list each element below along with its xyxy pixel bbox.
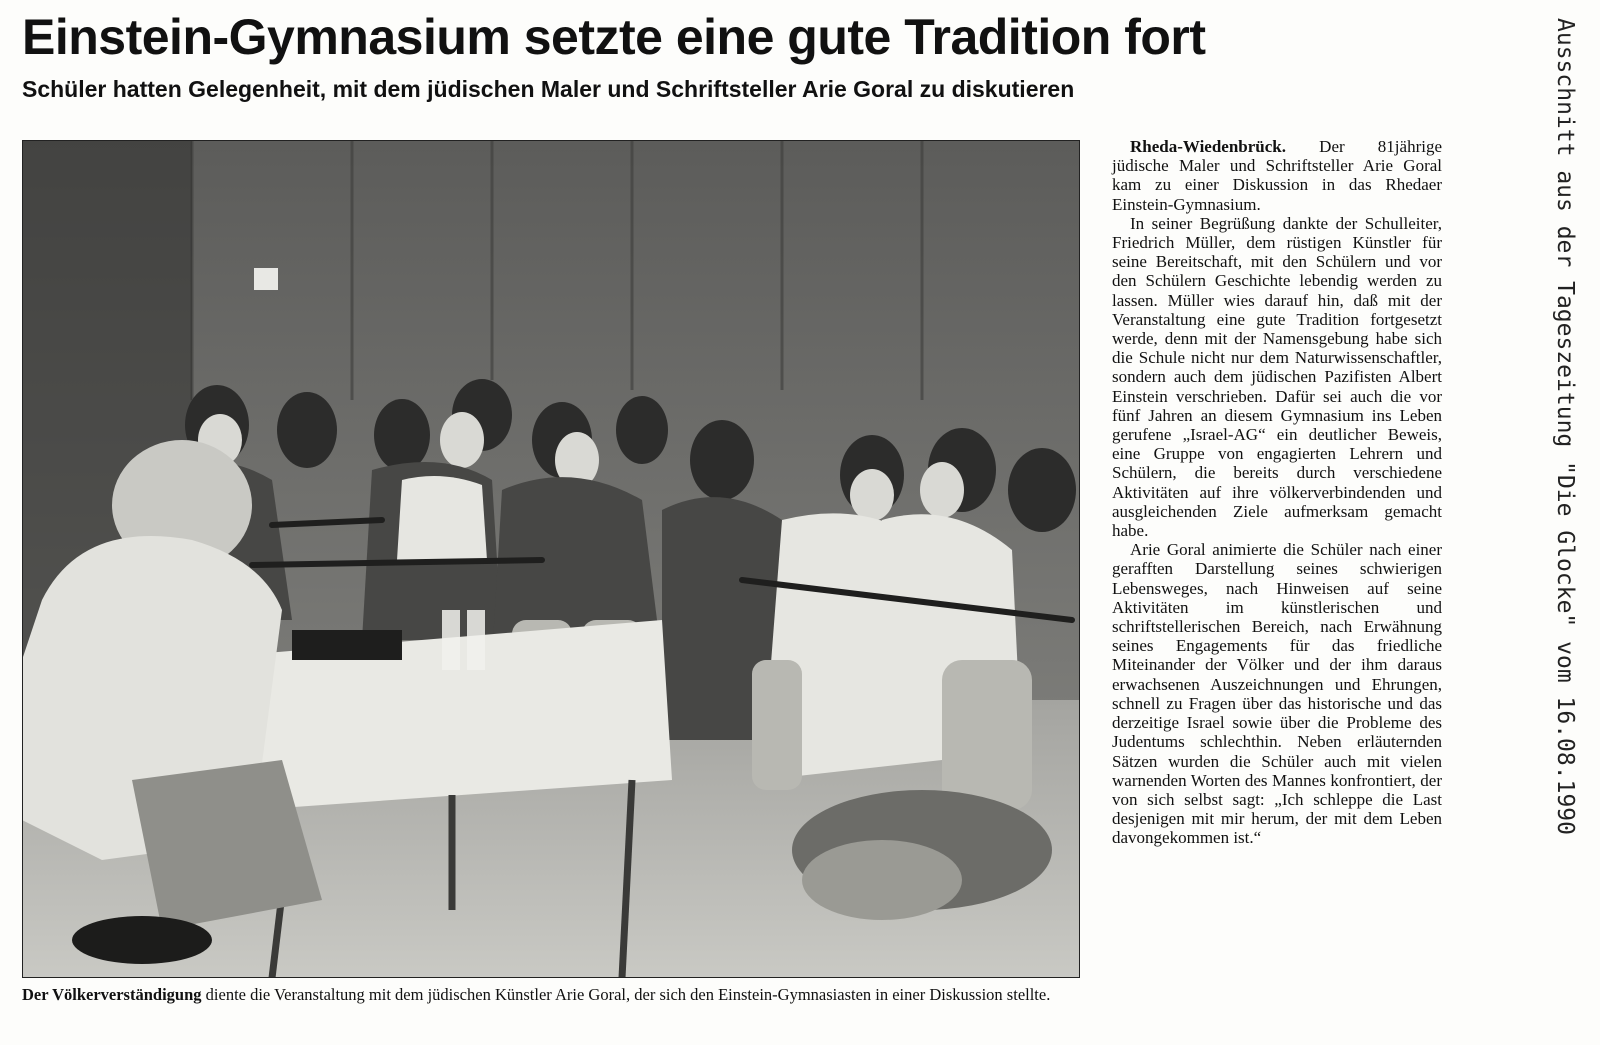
caption-lead: Der Völkerverständigung xyxy=(22,985,202,1004)
article-paragraph xyxy=(1112,137,1442,214)
article-body xyxy=(1112,137,1442,848)
source-stamp: Ausschnitt aus der Tageszeitung "Die Glocke" vom 16.08.1990 xyxy=(1552,18,1578,835)
caption-text: diente die Veranstaltung mit dem jüdischen Künstler Arie Goral, der sich den Einstein-Gymnasiasten in einer Diskussion stellte. xyxy=(201,985,1051,1004)
headline: Einstein-Gymnasium setzte eine gute Tradition fort xyxy=(22,9,1206,65)
dateline: Rheda-Wiedenbrück. xyxy=(1130,137,1287,156)
photo-caption xyxy=(22,985,1082,1005)
article-intro: Der 81jährige jüdische Maler und Schriftsteller Arie Goral kam zu einer Diskussion in das Rhedaer Einstein-Gymnasium. xyxy=(1112,137,1442,214)
article-paragraph: In seiner Begrüßung dankte der Schulleiter, Friedrich Müller, dem rüstigen Künstler für seine Bereitschaft, mit den Schülern und vor den Schülern Geschichte lebendig werden zu lassen. Müller wies darauf hin, daß mit der Veranstaltung eine gute Tradition fortgesetzt werde, denn mit der Namensgebung habe sich die Schule nicht nur dem Naturwissenschaftler, sondern auch dem jüdischen Pazifisten Albert Einstein verschrieben. Dafür sei auch die vor fünf Jahren an diesem Gymnasium ins Leben gerufene „Israel-AG“ ein deutlicher Beweis, eine Gruppe von engagierten Lehrern und Schülern, die bereits durch verschiedene Aktivitäten auf ihre völkerverbindenden und ausgleichenden Ziele aufmerksam gemacht habe. xyxy=(1112,213,1442,541)
article-paragraph: Arie Goral animierte die Schüler nach einer gerafften Darstellung seines schwierigen Lebensweges, nach Hinweisen auf seine Aktivitäten im künstlerischen und schriftstellerischen Bereich, nach Erwähnung seines Engagements für das friedliche Miteinander der Völker und der ihm daraus erwachsenen Auszeichnungen und Ehrungen, schnell zu Fragen über das historische und das derzeitige Israel sowie über die Probleme des Judentums schlechthin. Neben erläuternden Sätzen wurden die Schüler auch mit vielen warnenden Worten des Mannes konfrontiert, der von sich selbst sagt: „Ich schleppe die Last desjenigen mit mir herum, der mit dem Leben davongekommen ist.“ xyxy=(1112,540,1442,848)
subheadline: Schüler hatten Gelegenheit, mit dem jüdischen Maler und Schriftsteller Arie Goral zu diskutieren xyxy=(22,76,1075,102)
news-photo xyxy=(22,140,1080,978)
photo-icon xyxy=(22,140,1080,978)
